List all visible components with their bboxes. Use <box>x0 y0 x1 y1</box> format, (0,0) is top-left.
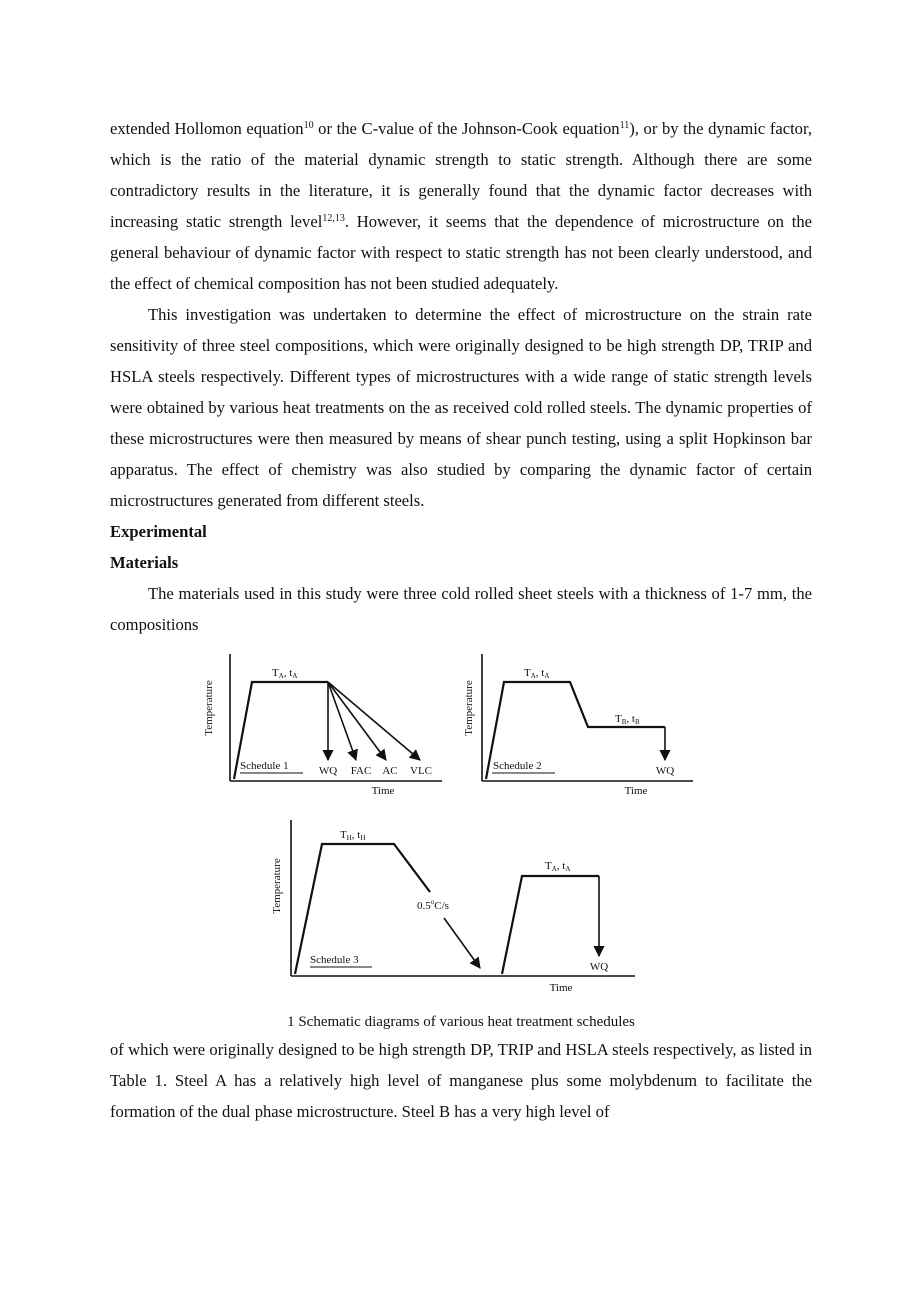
schedule-3-hold1-label: TH, tH <box>340 829 366 842</box>
schedule-2-wq-label: WQ <box>655 765 675 777</box>
figure-1 <box>110 648 812 1010</box>
reference-11: 11 <box>619 120 630 131</box>
paragraph-2: This investigation was undertaken to determine the effect of microstructure on the strain rate sensitivity of three steel compositions, which were originally designed to be high strength DP, TRIP and HSLA steels respectively. Different types of microstructures with a wide range of static strength levels were obtained by various heat treatments on the as received cold rolled steels. The dynamic properties of these microstructures were then measured by means of shear punch testing, using a split Hopkinson bar apparatus. The effect of chemistry was also studied by comparing the dynamic factor of certain microstructures generated from different steels. <box>110 305 812 510</box>
schedule-2-xlabel: Time <box>624 785 648 797</box>
schedule-1-vlc-label: VLC <box>410 765 432 777</box>
text: or the C-value of the Johnson-Cook equation <box>313 119 620 138</box>
text: ), or by the dynamic factor, which is the ratio of the material dynamic strength to static strength. Although there are some contradictory results in the literature, it is generally found that the dynamic factor decreases with increasing static strength level <box>110 119 812 231</box>
schedule-1-xlabel: Time <box>371 785 395 797</box>
schedule-1-ylabel: Temperature <box>203 680 215 736</box>
schedule-3-rate-label: 0.5$^o$C/s <box>417 898 449 912</box>
heat-treatment-diagram <box>110 648 812 1010</box>
schedule-2-ylabel: Temperature <box>463 680 475 736</box>
schedule-3-xlabel: Time <box>549 982 573 994</box>
schedule-1-ac-line <box>328 682 386 760</box>
schedule-3-wq-label: WQ <box>589 961 609 973</box>
schedule-3-diagram <box>291 820 635 976</box>
reference-10: 10 <box>303 120 314 131</box>
paragraph-1 <box>110 113 812 299</box>
schedule-2-label: Schedule 2 <box>493 760 542 772</box>
paragraph-3: The materials used in this study were three cold rolled sheet steels with a thickness of 1-7 mm, the compositions <box>110 584 812 634</box>
text: . However, it seems that the dependence of microstructure on the general behaviour of dynamic factor with respect to static strength has not been clearly understood, and the effect of chemical composition has not been studied adequately. <box>110 212 812 293</box>
schedule-1-ac-label: AC <box>382 765 398 777</box>
page-body <box>110 113 812 1127</box>
schedule-1-wq-label: WQ <box>318 765 338 777</box>
schedule-2-hold2-label: TB, tB <box>615 713 640 726</box>
schedule-3-anneal-hold <box>502 876 599 974</box>
schedule-3-label: Schedule 3 <box>310 954 359 966</box>
schedule-1-hold-label: TA, tA <box>272 667 298 680</box>
reference-12-13: 12,13 <box>322 213 345 224</box>
schedule-1-fac-label: FAC <box>350 765 372 777</box>
figure-1-caption: 1 Schematic diagrams of various heat treatment schedules <box>287 1014 635 1030</box>
text: extended Hollomon equation <box>110 119 304 138</box>
schedule-3-hold2-label: TA, tA <box>545 860 571 873</box>
heading-experimental: Experimental <box>110 522 207 541</box>
schedule-2-hold1-label: TA, tA <box>524 667 550 680</box>
heading-materials: Materials <box>110 553 179 572</box>
schedule-3-slow-cool-line <box>444 918 480 968</box>
paragraph-4: of which were originally designed to be high strength DP, TRIP and HSLA steels respectively, as listed in Table 1. Steel A has a relatively high level of manganese plus some molybdenum to facilitate the formation of the dual phase microstructure. Steel B has a very high level of <box>110 1040 812 1121</box>
schedule-3-ylabel: Temperature <box>271 858 283 914</box>
schedule-1-label: Schedule 1 <box>240 760 289 772</box>
